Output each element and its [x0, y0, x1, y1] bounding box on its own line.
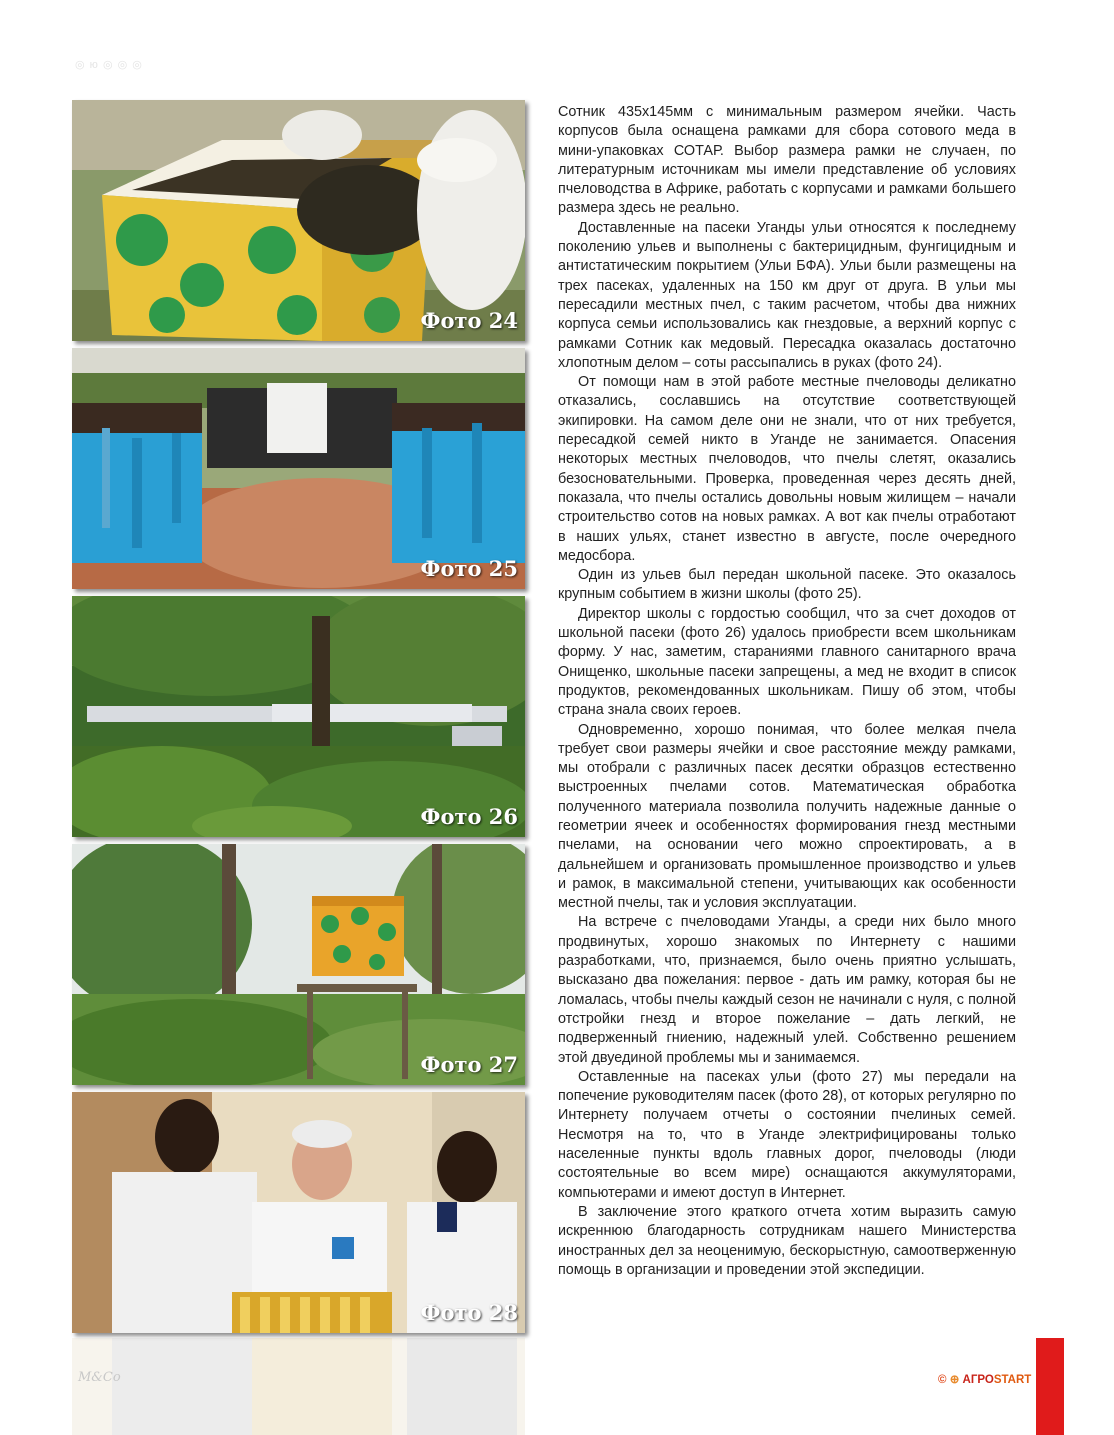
logo-start-text: START: [993, 1374, 1032, 1386]
article-paragraph: В заключение этого краткого отчета хотим выразить самую искреннюю благодарность сотрудникам нашего Министерства иностранных дел за неоценимую, бескорыстную, самоотверженную помощь в организации и проведении этой экспедиции.: [558, 1203, 1016, 1278]
photo-caption: Фото 26: [420, 804, 518, 829]
logo-circle-icon: ©: [938, 1374, 947, 1386]
logo-ring-icon: ⊕: [949, 1374, 960, 1386]
magazine-logo: [938, 1372, 1031, 1386]
photo-27: [72, 844, 525, 1085]
photo-24-image: [72, 100, 525, 341]
article-paragraph: Одновременно, хорошо понимая, что более мелкая пчела требует свои размеры ячейки и свое расстояние между рамками, мы отобрали с различных пасек десятки образцов естественно выстроенных пчелами сотов. Математическая обработка полученного материала позволила получить надежные данные о геометрии ячеек и особенностях формирования гнезд местными пчелами, на основании чего можно спроектировать, а в дальнейшем и организовать промышленное производство и ульев и рамок, в максимальной степени, учитывающих как особенности местной пчелы, так и условия эксплуатации.: [558, 721, 1016, 912]
photo-24: [72, 100, 525, 341]
photo-28-image: [72, 1092, 525, 1333]
photo-caption: Фото 24: [420, 308, 518, 333]
article-paragraph: От помощи нам в этой работе местные пчеловоды деликатно отказались, сославшись на отсутствие соответствующей экипировки. На самом деле они не знали, что от них требуется, пересадкой семей никто в Уганде не занимается. Опасения некоторых местных пчеловодов, что пчелы слетят, оказались безосновательными. Проверка, проведенная через десять дней, показала, что пчелы остались довольны новым жилищем – начали строительство сотов на новых рамках. А вот как пчелы отработают в наших ульях, станет известно в августе, после очередного медосбора.: [558, 374, 1016, 564]
logo-agro-text: АГРО: [962, 1374, 994, 1386]
photo-column: [72, 100, 525, 1340]
photo-26-image: [72, 596, 525, 837]
article-body: [558, 103, 1016, 1280]
faded-photo-image: [72, 1338, 525, 1435]
photo-25: [72, 348, 525, 589]
article-paragraph: Директор школы с гордостью сообщил, что за счет доходов от школьной пасеки (фото 26) удалось приобрести всем школьникам форму. У нас, заметим, стараниями главного санитарного врача Онищенко, школьные пасеки запрещены, а мед не входит в список продуктов, рекомендованных школьникам. Пишу об этом, чтобы страна знала своих героев.: [558, 605, 1016, 719]
photo-caption: Фото 28: [420, 1300, 518, 1325]
article-paragraph: Сотник 435х145мм с минимальным размером ячейки. Часть корпусов была оснащена рамками для сбора сотового меда в мини-упаковках СОТАР. Выбор размера рамки не случаен, по литературным источникам мы имели представление об условиях пчеловодства в Африке, работать с корпусами и рамками большего размера здесь не реально.: [558, 104, 1016, 217]
photographer-signature: M&Co: [78, 1370, 121, 1385]
photo-caption: Фото 27: [420, 1052, 518, 1077]
photo-28: [72, 1092, 525, 1333]
photo-caption: Фото 25: [420, 556, 518, 581]
article-paragraph: Доставленные на пасеки Уганды ульи относятся к последнему поколению ульев и выполнены с бактерицидным, фунгицидным и антистатическим покрытием (Ульи БФА). Ульи были размещены на трех пасеках, удаленных на 150 км друг от друга. В ульи мы пересадили местных пчел, с таким расчетом, чтобы два нижних корпуса семьи использовались как гнездовые, а верхний корпус с рамками Сотник как медовый. Пересадка оказалась достаточно хлопотным делом – соты рассыпались в руках (фото 24).: [558, 219, 1016, 371]
header-mark: ◎ ю ◎ ◎ ◎: [75, 59, 143, 71]
photo-27-image: [72, 844, 525, 1085]
photo-25-image: [72, 348, 525, 589]
page-edge-tab: [1036, 1338, 1064, 1435]
faded-photo-bleed: [72, 1338, 525, 1435]
article-paragraph: На встрече с пчеловодами Уганды, а среди них было много продвинутых, хорошо знакомых по Интернету с нашими разработками, что, признаемся, было очень приятно услышать, высказано два пожелания: первое - дать им рамку, которая бы не ломалась, чтобы пчелы каждый сезон не начинали с нуля, с полной отстройки гнезд и второе пожелание – дать легкий, не подверженный гниению, надежный улей. Собственно решением этой двуединой проблемы мы и занимаемся.: [558, 914, 1016, 1066]
photo-26: [72, 596, 525, 837]
article-paragraph: Оставленные на пасеках ульи (фото 27) мы передали на попечение руководителям пасек (фото 28), от которых регулярно по Интернету получаем отчеты о состоянии пчелиных семей. Несмотря на то, что в Уганде электрифицированы только населенные пункты вдоль главных дорог, пчеловоды (люди состоятельные во всем мире) оснащаются аккумуляторами, компьютерами и имеют доступ в Интернет.: [558, 1068, 1016, 1201]
article-paragraph: Один из ульев был передан школьной пасеке. Это оказалось крупным событием в жизни школы (фото 25).: [558, 567, 1016, 603]
